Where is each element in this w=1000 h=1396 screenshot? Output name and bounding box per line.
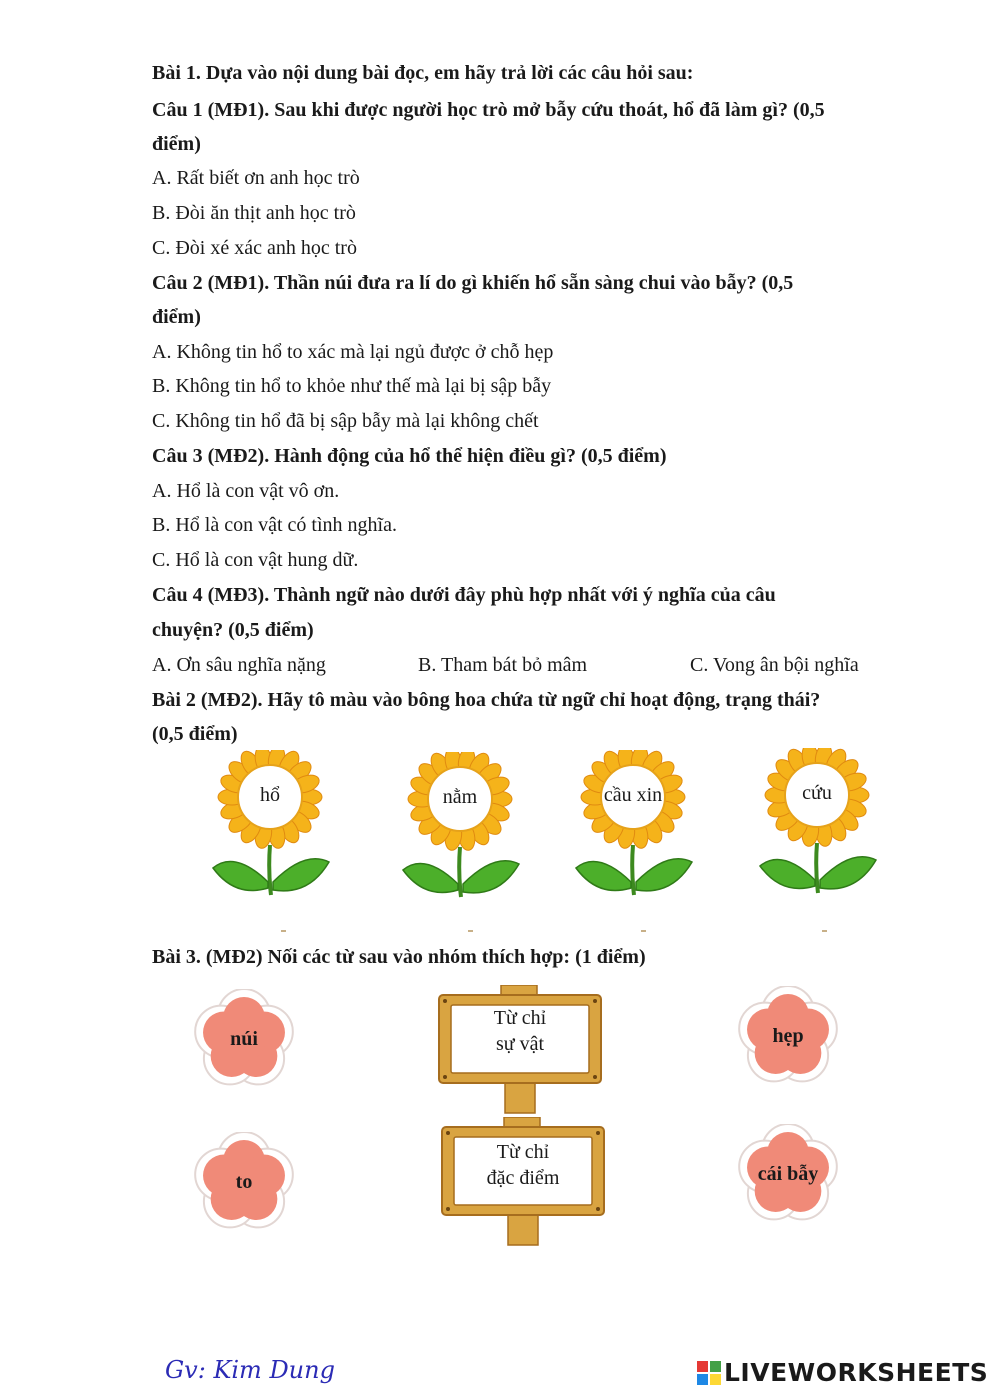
sign-label-line1: Từ chỉ bbox=[496, 1141, 550, 1163]
cau4-question-cont: chuyện? (0,5 điểm) bbox=[152, 619, 314, 641]
sunflower-2[interactable] bbox=[395, 752, 525, 902]
sunflower-word: hổ bbox=[260, 784, 280, 806]
word-bloom-cai-bay[interactable] bbox=[738, 1124, 838, 1224]
cau3-option-b[interactable]: B. Hổ là con vật có tình nghĩa. bbox=[152, 514, 397, 536]
sunflower-1[interactable] bbox=[205, 750, 335, 900]
group-sign-su-vat[interactable] bbox=[435, 985, 605, 1115]
word-bloom-hep[interactable] bbox=[738, 986, 838, 1086]
cau1-option-b[interactable]: B. Đòi ăn thịt anh học trò bbox=[152, 202, 356, 224]
group-sign-dac-diem[interactable] bbox=[438, 1117, 608, 1247]
cau3-option-c[interactable]: C. Hổ là con vật hung dữ. bbox=[152, 549, 359, 571]
cau2-question-cont: điểm) bbox=[152, 306, 201, 328]
cau2-option-b[interactable]: B. Không tin hổ to khỏe như thế mà lại bị sập bẫy bbox=[152, 375, 552, 397]
divider-mark bbox=[641, 930, 646, 932]
cau1-option-a[interactable]: A. Rất biết ơn anh học trò bbox=[152, 167, 360, 189]
sunflower-word: cầu xin bbox=[603, 784, 663, 806]
sunflower-icon bbox=[205, 750, 335, 900]
bai3-title: Bài 3. (MĐ2) Nối các từ sau vào nhóm thích hợp: (1 điểm) bbox=[152, 946, 646, 968]
sunflower-word: cứu bbox=[802, 782, 832, 804]
sign-label bbox=[458, 1139, 588, 1191]
cau1-question: Câu 1 (MĐ1). Sau khi được người học trò mở bẫy cứu thoát, hổ đã làm gì? (0,5 bbox=[152, 99, 825, 121]
sign-label-line2: sự vật bbox=[495, 1033, 545, 1055]
bai2-title: Bài 2 (MĐ2). Hãy tô màu vào bông hoa chứa từ ngữ chỉ hoạt động, trạng thái? bbox=[152, 689, 821, 711]
sign-label-line2: đặc điểm bbox=[486, 1167, 560, 1189]
word-bloom-to[interactable] bbox=[194, 1132, 294, 1232]
liveworksheets-logo-icon bbox=[697, 1361, 721, 1385]
cau2-option-a[interactable]: A. Không tin hổ to xác mà lại ngủ được ở chỗ hẹp bbox=[152, 341, 554, 363]
sunflower-icon bbox=[568, 750, 698, 900]
cau1-option-c[interactable]: C. Đòi xé xác anh học trò bbox=[152, 237, 357, 259]
author-signature: Gv: Kim Dung bbox=[165, 1356, 335, 1384]
liveworksheets-brand[interactable]: LIVEWORKSHEETS bbox=[724, 1358, 989, 1387]
sunflower-icon bbox=[752, 748, 882, 898]
bloom-word: cái bẫy bbox=[757, 1163, 819, 1185]
divider-mark bbox=[822, 930, 827, 932]
divider-mark bbox=[281, 930, 286, 932]
cau4-question: Câu 4 (MĐ3). Thành ngữ nào dưới đây phù hợp nhất với ý nghĩa của câu bbox=[152, 584, 776, 606]
sunflower-4[interactable] bbox=[752, 748, 882, 898]
sunflower-word: nằm bbox=[442, 786, 478, 808]
word-bloom-nui[interactable] bbox=[194, 989, 294, 1089]
sign-label bbox=[455, 1005, 585, 1057]
bloom-word: hẹp bbox=[772, 1025, 804, 1047]
sign-label-line1: Từ chỉ bbox=[493, 1007, 547, 1029]
bai1-title: Bài 1. Dựa vào nội dung bài đọc, em hãy trả lời các câu hỏi sau: bbox=[152, 62, 694, 84]
cau3-question: Câu 3 (MĐ2). Hành động của hổ thể hiện điều gì? (0,5 điểm) bbox=[152, 445, 667, 467]
sunflower-icon bbox=[395, 752, 525, 902]
bai2-title-cont: (0,5 điểm) bbox=[152, 723, 238, 745]
cau4-option-a[interactable]: A. Ơn sâu nghĩa nặng bbox=[152, 654, 326, 676]
cau2-question: Câu 2 (MĐ1). Thần núi đưa ra lí do gì khiến hổ sẵn sàng chui vào bẫy? (0,5 bbox=[152, 272, 794, 294]
divider-mark bbox=[468, 930, 473, 932]
cau1-question-cont: điểm) bbox=[152, 133, 201, 155]
sunflower-3[interactable] bbox=[568, 750, 698, 900]
cau3-option-a[interactable]: A. Hổ là con vật vô ơn. bbox=[152, 480, 340, 502]
cau2-option-c[interactable]: C. Không tin hổ đã bị sập bẫy mà lại không chết bbox=[152, 410, 539, 432]
bloom-word: núi bbox=[230, 1028, 258, 1050]
bloom-word: to bbox=[235, 1171, 253, 1193]
cau4-option-c[interactable]: C. Vong ân bội nghĩa bbox=[690, 654, 859, 676]
cau4-option-b[interactable]: B. Tham bát bỏ mâm bbox=[418, 654, 588, 676]
